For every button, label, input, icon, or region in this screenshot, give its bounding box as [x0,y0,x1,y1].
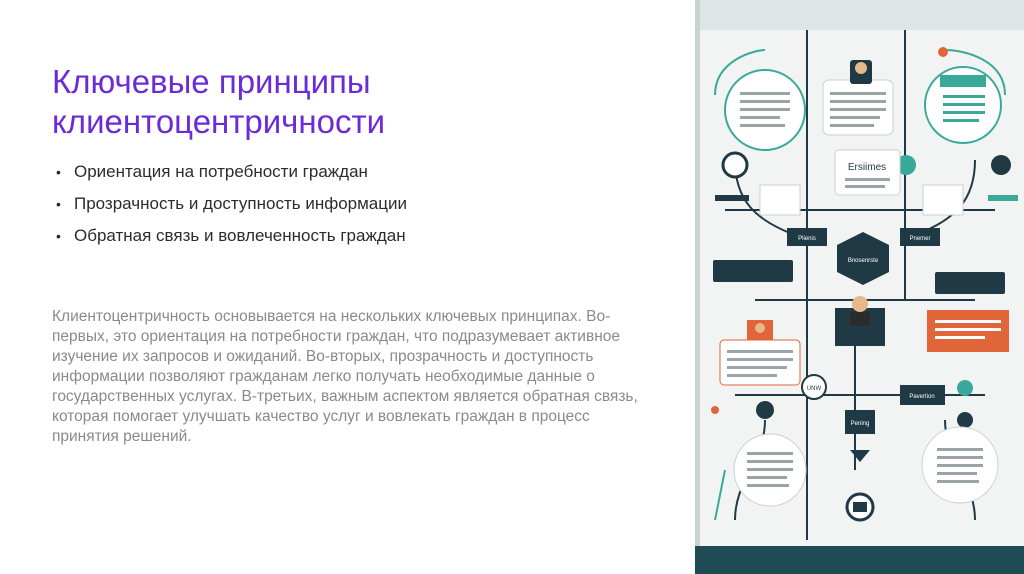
body-paragraph: Клиентоцентричность основывается на нескольких ключевых принципах. Во-первых, это ориентация на потребности граждан, что подразумевает активное изучение их запросов и ожиданий. Во-вторых, прозрачность и доступность информации позволяют гражданам легко получать необходимые данные о государственных услугах. В-третьих, важным аспектом является обратная связь, которая помогает улучшать качество услуг и вовлекать граждан в процесс принятия решений. [52,308,638,445]
box-mid-right [935,272,1005,294]
bullet-item [56,220,407,252]
box-mid-left [713,260,793,282]
infographic-diagram [695,0,1024,574]
bullet-text: Обратная связь и вовлеченность граждан [74,226,406,245]
bullet-text: Прозрачность и доступность информации [74,194,407,213]
node-right-label: Pavertion [909,394,935,400]
infographic-image [695,0,1024,574]
bullet-list [56,156,407,252]
bullet-marker: • [56,196,61,212]
bullet-marker: • [56,164,61,180]
small-box-label: Pening [850,421,870,427]
icon-left-ring [723,153,747,177]
bullet-item [56,188,407,220]
box-left-label: Plienis [798,236,816,242]
node-left-label: UNW [806,386,822,392]
slide-title: Ключевые принципы клиентоцентричности [52,63,385,141]
bullet-text: Ориентация на потребности граждан [74,162,368,181]
bullet-marker: • [56,228,61,244]
center-card-label: Ersiimes [847,162,887,173]
avatar-right [991,155,1011,175]
card-left-text [720,340,800,385]
bullet-item [56,156,407,188]
box-right-label: Pnemer [909,236,931,242]
hexagon-label: Bnosenrste [847,258,879,264]
